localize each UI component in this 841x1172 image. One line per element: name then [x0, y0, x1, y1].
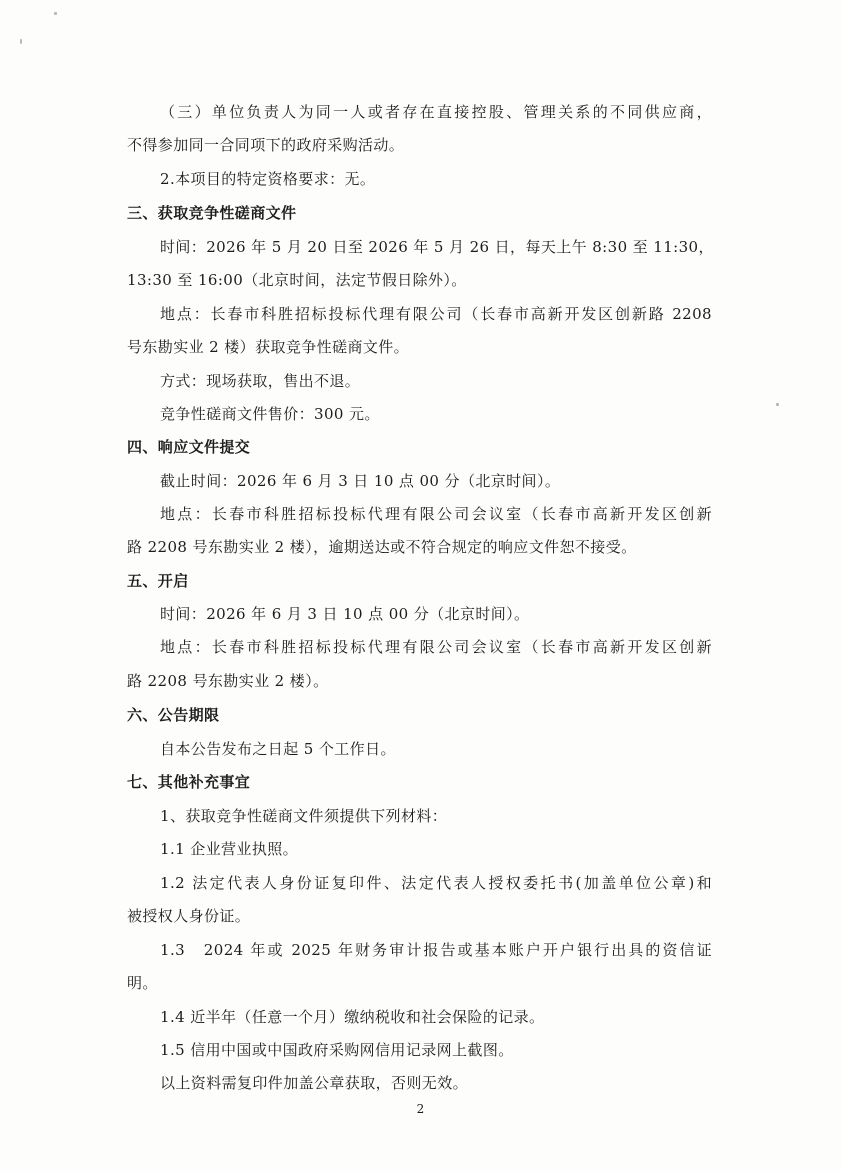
paragraph-line: 路 2208 号东勘实业 2 楼），逾期送达或不符合规定的响应文件恕不接受。: [127, 538, 637, 556]
section-heading: 六、公告期限: [127, 706, 220, 724]
section-heading: 七、其他补充事宜: [127, 773, 251, 791]
scan-speck: [776, 403, 779, 406]
paragraph-line: 1.1 企业营业执照。: [160, 840, 299, 858]
paragraph-line: 1.5 信用中国或中国政府采购网信用记录网上截图。: [160, 1041, 514, 1059]
paragraph-line: 明。: [127, 974, 158, 992]
paragraph-line: 竞争性磋商文件售价：300 元。: [160, 405, 380, 423]
paragraph-line: 被授权人身份证。: [127, 907, 251, 925]
paragraph-line: 路 2208 号东勘实业 2 楼）。: [127, 672, 329, 690]
paragraph-line: 13:30 至 16:00（北京时间，法定节假日除外）。: [127, 271, 467, 289]
paragraph-line: 1、获取竞争性磋商文件须提供下列材料：: [160, 807, 448, 825]
scan-speck: [54, 12, 57, 15]
paragraph-line: 自本公告发布之日起 5 个工作日。: [160, 740, 396, 758]
paragraph-line: （三）单位负责人为同一人或者存在直接控股、管理关系的不同供应商，: [160, 103, 712, 121]
paragraph-line: 1.2 法定代表人身份证复印件、法定代表人授权委托书(加盖单位公章)和: [160, 874, 712, 892]
paragraph-line: 地点：长春市科胜招标投标代理有限公司会议室（长春市高新开发区创新: [160, 638, 712, 656]
paragraph-line: 号东勘实业 2 楼）获取竞争性磋商文件。: [127, 338, 410, 356]
paragraph-line: 2.本项目的特定资格要求：无。: [160, 170, 376, 188]
paragraph-line: 以上资料需复印件加盖公章获取，否则无效。: [160, 1074, 469, 1092]
paragraph-line: 不得参加同一合同项下的政府采购活动。: [127, 136, 405, 154]
page-number: 2: [416, 1102, 425, 1116]
section-heading: 五、开启: [127, 572, 189, 590]
scan-speck: [20, 39, 22, 44]
paragraph-line: 方式：现场获取，售出不退。: [160, 372, 361, 390]
section-heading: 三、获取竞争性磋商文件: [127, 204, 297, 222]
paragraph-line: 1.3 2024 年或 2025 年财务审计报告或基本账户开户银行出具的资信证: [160, 941, 712, 959]
paragraph-line: 时间：2026 年 5 月 20 日至 2026 年 5 月 26 日，每天上午 8:30 至 11:30，: [160, 238, 714, 256]
section-heading: 四、响应文件提交: [127, 438, 251, 456]
paragraph-line: 截止时间：2026 年 6 月 3 日 10 点 00 分（北京时间）。: [160, 472, 561, 490]
paragraph-line: 1.4 近半年（任意一个月）缴纳税收和社会保险的记录。: [160, 1008, 545, 1026]
paragraph-line: 地点：长春市科胜招标投标代理有限公司（长春市高新开发区创新路 2208: [160, 305, 712, 323]
paragraph-line: 地点：长春市科胜招标投标代理有限公司会议室（长春市高新开发区创新: [160, 505, 712, 523]
paragraph-line: 时间：2026 年 6 月 3 日 10 点 00 分（北京时间）。: [160, 605, 530, 623]
